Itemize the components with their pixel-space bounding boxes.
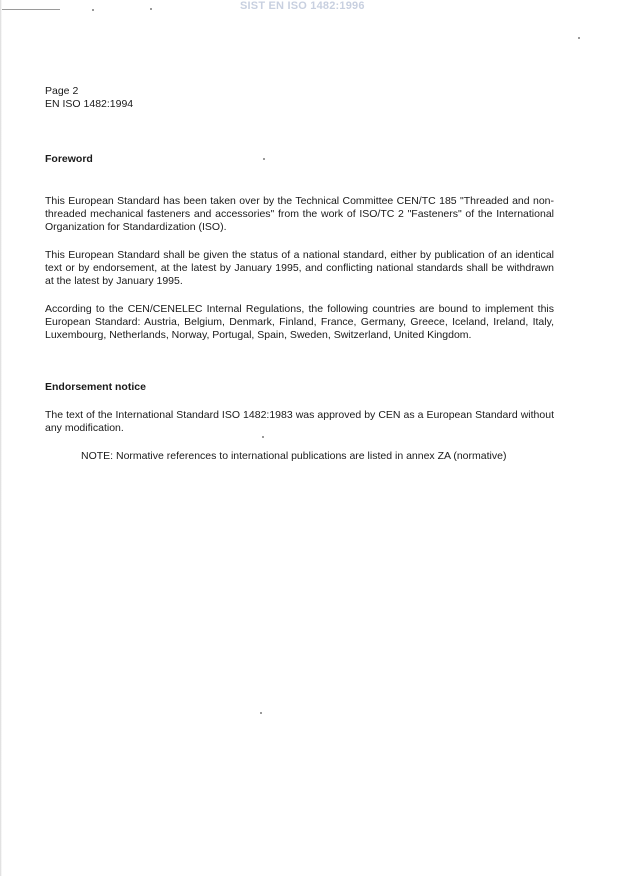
foreword-paragraph-2: This European Standard shall be given the status of a national standard, either by publication of an identical text or by endorsement, at the latest by January 1995, and conflicting national standards shall be withdrawn at the latest by January 1995. — [45, 249, 554, 287]
scan-speck — [262, 436, 264, 438]
normative-note: NOTE: Normative references to international publications are listed in annex ZA (normative) — [81, 450, 507, 462]
scan-speck — [150, 8, 152, 10]
endorsement-paragraph: The text of the International Standard ISO 1482:1983 was approved by CEN as a European Standard without any modification. — [45, 409, 554, 434]
page-number: Page 2 — [45, 85, 79, 97]
page-left-edge — [0, 0, 2, 876]
page-header — [45, 85, 133, 111]
foreword-paragraph-3: According to the CEN/CENELEC Internal Regulations, the following countries are bound to implement this European Standard: Austria, Belgium, Denmark, Finland, France, Germany, Greece, Iceland, Ireland, Italy, Luxembourg, Netherlands, Norway, Portugal, Spain, Sweden, Switzerland, United Kingdom. — [45, 303, 554, 341]
scan-speck — [92, 9, 94, 11]
document-id: EN ISO 1482:1994 — [45, 98, 134, 110]
watermark: SIST EN ISO 1482:1996 — [240, 0, 365, 12]
scan-speck — [578, 37, 580, 39]
top-rule — [2, 9, 60, 10]
endorsement-heading: Endorsement notice — [45, 381, 146, 393]
foreword-paragraph-1: This European Standard has been taken over by the Technical Committee CEN/TC 185 "Threaded and non-threaded mechanical fasteners and accessories" from the work of ISO/TC 2 "Fasteners" of the International Organization for Standardization (ISO). — [45, 195, 554, 233]
scan-speck — [260, 712, 262, 714]
scan-speck — [263, 158, 265, 160]
foreword-heading: Foreword — [45, 153, 93, 165]
